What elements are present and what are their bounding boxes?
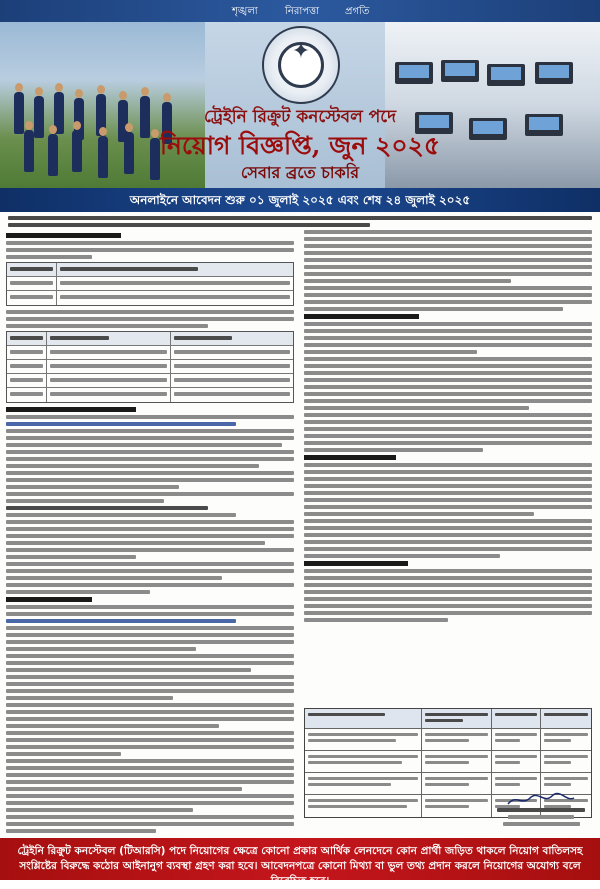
- header-banner: [0, 0, 600, 188]
- eligibility-table: [6, 262, 294, 306]
- application-dates-banner: অনলাইনে আবেদন শুরু ০১ জুলাই ২০২৫ এবং শেষ ২৪ জুলাই ২০২৫: [0, 188, 600, 212]
- motto-security: নিরাপত্তা: [285, 6, 320, 17]
- motto-discipline: শৃঙ্খলা: [232, 6, 258, 17]
- physical-criteria-table: [6, 331, 294, 403]
- intro-paragraph: [8, 216, 592, 230]
- post-title: ট্রেইনি রিক্রুট কনস্টেবল পদে: [204, 107, 396, 127]
- motto-progress: প্রগতি: [345, 6, 370, 17]
- motto-bar: [0, 0, 600, 22]
- notice-body: [0, 212, 600, 838]
- page-title: নিয়োগ বিজ্ঞপ্তি, জুন ২০২৫: [159, 131, 441, 160]
- signature-icon: [486, 792, 596, 808]
- left-column: [6, 230, 294, 836]
- right-column: [304, 230, 592, 625]
- warning-footer: ট্রেইনি রিক্রুট কনস্টেবল (টিআরসি) পদে নিয়োগের ক্ষেত্রে কোনো প্রকার আর্থিক লেনদেনে কোন প্রার্থী জড়িত থাকলে নিয়োগ বাতিলসহ সংশ্লিষ্টের বিরুদ্ধে কঠোর আইনানুগ ব্যবস্থা গ্রহণ করা হবে। আবেদনপত্রে কোনো মিথ্যা বা ভুল তথ্য প্রদান করলে নিয়োগের অযোগ্য বলে বিবেচিত হবে।: [0, 838, 600, 880]
- police-emblem-icon: ✦: [262, 26, 340, 104]
- signature-block: [486, 792, 596, 829]
- slogan: সেবার ব্রতে চাকরি: [240, 163, 360, 182]
